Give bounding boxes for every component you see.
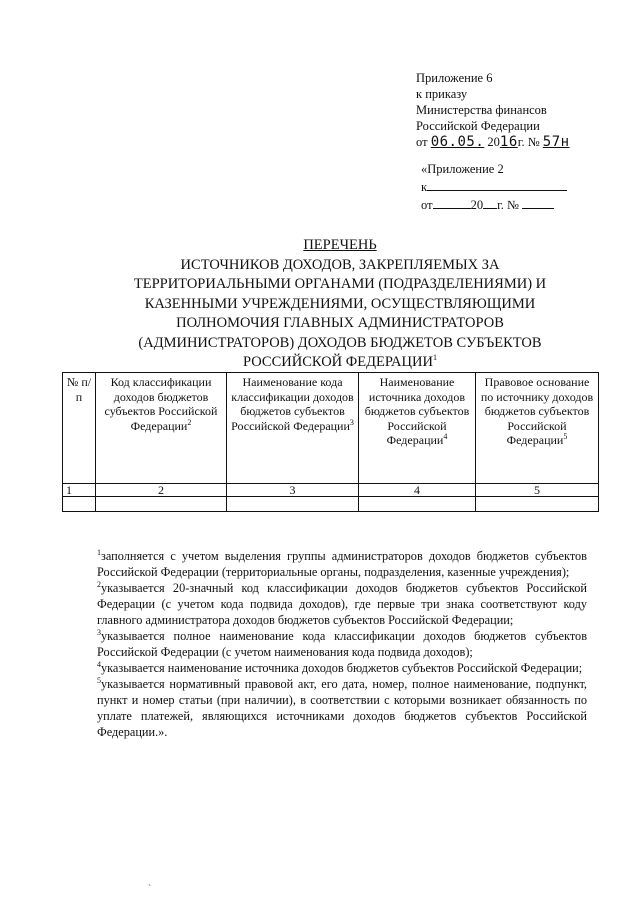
table-header-row xyxy=(63,373,599,484)
footnote-ref: 1 xyxy=(97,547,101,557)
header-text-2: Код классификации доходов бюджетов субъектов Российской Федерации xyxy=(104,375,218,433)
header-text-1: № п/п xyxy=(66,375,92,404)
date-year-label: г. № xyxy=(517,135,540,149)
header-ref-3: 3 xyxy=(349,417,354,427)
empty-cell xyxy=(63,497,96,512)
header-cell-4 xyxy=(359,373,476,484)
column-number-5: 5 xyxy=(476,484,599,497)
header-ref-5: 5 xyxy=(563,432,568,441)
header-cell-5 xyxy=(476,373,599,484)
order-number: 57н xyxy=(542,134,570,150)
title-line-2: ИСТОЧНИКОВ ДОХОДОВ, ЗАКРЕПЛЯЕМЫХ ЗА xyxy=(180,256,500,273)
title-line-3: ТЕРРИТОРИАЛЬНЫМИ ОРГАНАМИ (ПОДРАЗДЕЛЕНИЯМИ) И xyxy=(133,276,547,292)
title-line-7-text: РОССИЙСКОЙ ФЕДЕРАЦИИ xyxy=(243,354,433,370)
appendix-2-number-label: г. № xyxy=(497,198,519,212)
appendix-date-line xyxy=(416,134,616,150)
column-number-4: 4 xyxy=(359,484,476,497)
footnote-text: заполняется с учетом выделения группы администраторов доходов бюджетов субъектов Российской Федерации (территориальные органы, подразделения, казенные учреждения); xyxy=(97,549,587,579)
appendix-2-from: от xyxy=(421,198,433,212)
footnote-5 xyxy=(97,676,587,740)
date-year-suffix: 16 xyxy=(499,134,518,150)
blank-line xyxy=(427,178,567,191)
table-empty-row xyxy=(63,497,599,512)
column-number-1: 1 xyxy=(63,484,96,497)
header-cell-2 xyxy=(96,373,227,484)
document-title xyxy=(100,236,580,373)
appendix-block xyxy=(416,70,616,150)
column-number-2: 2 xyxy=(96,484,227,497)
footnote-4 xyxy=(97,660,587,676)
blank-year xyxy=(483,196,497,209)
header-text-3: Наименование кода классификации доходов бюджетов субъектов Российской Федерации xyxy=(231,375,354,433)
empty-cell xyxy=(359,497,476,512)
empty-cell xyxy=(227,497,359,512)
sources-table xyxy=(62,372,599,512)
footnote-text: указывается 20-значный код классификации доходов бюджетов субъектов Российской Федерации (с учетом кода подвида доходов), где первые три знака соответствуют коду главного администратора доходов бюджетов субъектов Российской Федерации; xyxy=(97,581,587,627)
header-ref-4: 4 xyxy=(443,432,448,441)
header-text-5: Правовое основание по источнику доходов бюджетов субъектов Российской Федерации xyxy=(480,375,594,447)
footnotes xyxy=(97,548,587,740)
appendix-line-1: Приложение 6 xyxy=(416,71,493,85)
date-year-prefix: 20 xyxy=(487,135,500,149)
appendix-2-line-3 xyxy=(421,196,621,214)
appendix-2-to: к xyxy=(421,180,428,194)
title-line-4: КАЗЕННЫМИ УЧРЕЖДЕНИЯМИ, ОСУЩЕСТВЛЯЮЩИМИ xyxy=(144,295,536,312)
appendix-line-2: к приказу xyxy=(416,87,468,101)
footnote-text: указывается полное наименование кода классификации доходов бюджетов субъектов Российской Федерации (с учетом наименования кода подвида доходов); xyxy=(97,629,587,659)
appendix-2-line-1: «Приложение 2 xyxy=(421,162,504,176)
scan-mark: ˋ xyxy=(148,884,152,895)
appendix-2-year: 20 xyxy=(470,198,484,212)
appendix-2-line-2 xyxy=(421,178,621,196)
footnote-text: указывается наименование источника доходов бюджетов субъектов Российской Федерации; xyxy=(101,661,583,675)
blank-date xyxy=(433,196,471,209)
title-line-6: (АДМИНИСТРАТОРОВ) ДОХОДОВ БЮДЖЕТОВ СУБЪЕКТОВ xyxy=(138,334,542,351)
blank-number xyxy=(522,196,554,209)
title-line-7 xyxy=(100,353,580,373)
footnote-ref: 3 xyxy=(97,627,101,637)
header-cell-3 xyxy=(227,373,359,484)
empty-cell xyxy=(96,497,227,512)
footnote-ref: 5 xyxy=(97,675,101,685)
title-line-5: ПОЛНОМОЧИЯ ГЛАВНЫХ АДМИНИСТРАТОРОВ xyxy=(176,315,504,331)
empty-cell xyxy=(476,497,599,512)
appendix-2-block xyxy=(421,161,621,214)
appendix-line-4: Российской Федерации xyxy=(416,119,540,133)
date-prefix: от xyxy=(416,135,428,149)
column-number-3: 3 xyxy=(227,484,359,497)
footnote-2 xyxy=(97,580,587,628)
footnote-ref: 2 xyxy=(97,579,101,589)
header-cell-1 xyxy=(63,373,96,484)
footnote-text: указывается нормативный правовой акт, его дата, номер, полное наименование, подпункт, пункт и номер статьи (при наличии), в соответствии с которыми возникает обязанность по уплате платежей, являющихся источниками доходов бюджетов субъектов Российской Федерации.». xyxy=(97,677,587,739)
date-day-month: 06.05. xyxy=(430,134,485,150)
footnote-1 xyxy=(97,548,587,580)
appendix-line-3: Министерства финансов xyxy=(416,103,547,117)
header-text-4: Наименование источника доходов бюджетов субъектов Российской Федерации xyxy=(364,375,470,447)
footnote-3 xyxy=(97,628,587,660)
title-footnote-ref: 1 xyxy=(432,353,437,363)
footnote-ref: 4 xyxy=(97,659,101,669)
header-ref-2: 2 xyxy=(187,417,192,427)
title-line-1: ПЕРЕЧЕНЬ xyxy=(303,237,377,253)
table-column-numbers-row xyxy=(63,484,599,497)
